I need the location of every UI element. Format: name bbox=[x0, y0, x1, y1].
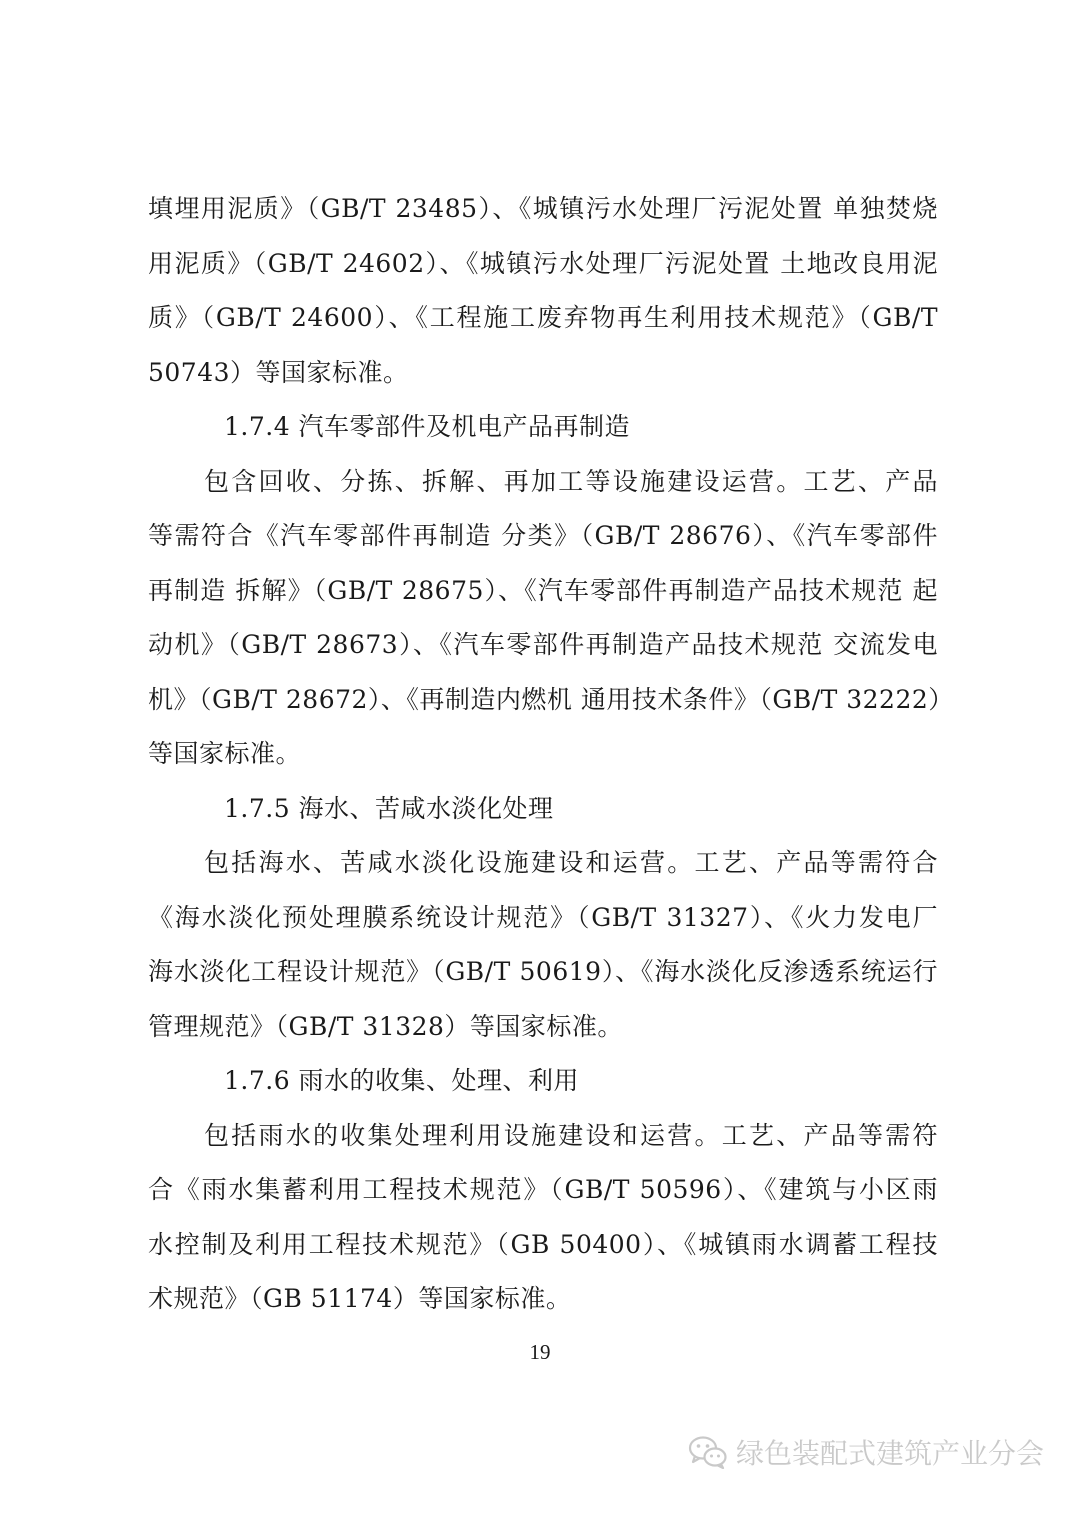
text-line: 质》（GB/T 24600）、《工程施工废弃物再生利用技术规范》（GB/T bbox=[148, 303, 938, 332]
paragraph-first-line: 包括雨水的收集处理利用设施建设和运营。工艺、产品等需符 bbox=[204, 1120, 938, 1150]
text-line: 用泥质》（GB/T 24602）、《城镇污水处理厂污泥处置 土地改良用泥 bbox=[148, 248, 938, 278]
text-line: 《海水淡化预处理膜系统设计规范》（GB/T 31327）、《火力发电厂 bbox=[148, 902, 938, 932]
text-line: 填埋用泥质》（GB/T 23485）、《城镇污水处理厂污泥处置 单独焚烧 bbox=[148, 194, 938, 223]
text-line: 等需符合《汽车零部件再制造 分类》（GB/T 28676）、《汽车零部件 bbox=[148, 521, 938, 550]
text-line: 再制造 拆解》（GB/T 28675）、《汽车零部件再制造产品技术规范 起 bbox=[148, 575, 938, 605]
text-line: 动机》（GB/T 28673）、《汽车零部件再制造产品技术规范 交流发电 bbox=[148, 630, 938, 659]
wechat-icon bbox=[688, 1435, 728, 1469]
paragraph-first-line: 包含回收、分拣、拆解、再加工等设施建设运营。工艺、产品 bbox=[204, 466, 938, 496]
text-line: 50743）等国家标准。 bbox=[148, 357, 409, 387]
text-line: 管理规范》（GB/T 31328）等国家标准。 bbox=[148, 1011, 623, 1041]
text-line: 海水淡化工程设计规范》（GB/T 50619）、《海水淡化反渗透系统运行 bbox=[148, 957, 938, 986]
paragraph-first-line: 包括海水、苦咸水淡化设施建设和运营。工艺、产品等需符合 bbox=[204, 848, 938, 877]
page-number: 19 bbox=[529, 1340, 551, 1364]
section-heading: 1.7.4 汽车零部件及机电产品再制造 bbox=[224, 412, 631, 441]
text-line: 水控制及利用工程技术规范》（GB 50400）、《城镇雨水调蓄工程技 bbox=[148, 1229, 938, 1259]
document-body bbox=[148, 182, 954, 1327]
section-heading: 1.7.5 海水、苦咸水淡化处理 bbox=[224, 793, 554, 823]
watermark bbox=[688, 1432, 1044, 1472]
text-line: 机》（GB/T 28672）、《再制造内燃机 通用技术条件》（GB/T 32222） bbox=[148, 684, 954, 714]
text-line: 术规范》（GB 51174）等国家标准。 bbox=[148, 1284, 572, 1313]
watermark-text: 绿色装配式建筑产业分会 bbox=[735, 1437, 1044, 1470]
section-heading: 1.7.6 雨水的收集、处理、利用 bbox=[224, 1066, 580, 1095]
text-line: 合《雨水集蓄利用工程技术规范》（GB/T 50596）、《建筑与小区雨 bbox=[148, 1175, 938, 1204]
text-line: 等国家标准。 bbox=[148, 739, 302, 768]
